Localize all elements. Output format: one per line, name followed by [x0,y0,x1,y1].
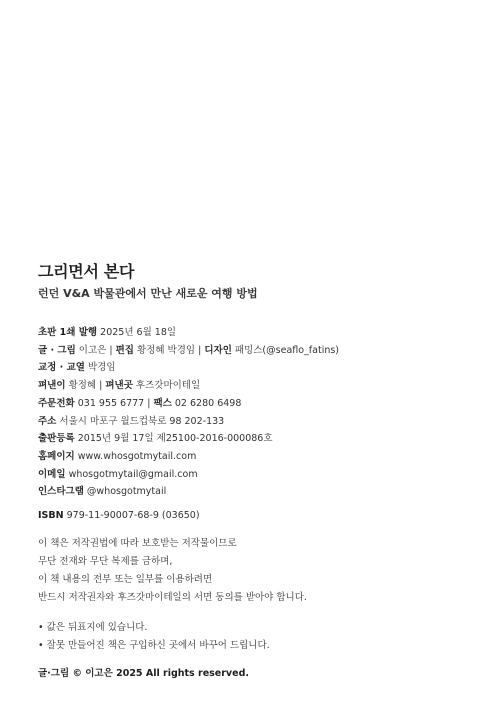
notice-line: 이 책은 저작권법에 따라 보호받는 저작물이므로 [38,537,237,549]
contact-row [38,395,478,413]
editor-label: 편집 [115,344,134,356]
separator: | [198,344,202,356]
address-value: 서울시 마포구 월드컵북로 98 202-133 [59,415,225,427]
proofread-value: 박경임 [87,362,116,374]
order-phone-value: 031 955 6777 [77,397,145,409]
author-label: 글 · 그림 [38,344,76,356]
email-value: whosgotmytail@gmail.com [68,468,198,480]
separator: | [99,380,103,392]
registration-value: 2015년 9월 17일 제25100-2016-000086호 [77,433,273,445]
editor-value: 황정혜 박경임 [136,344,196,356]
book-subtitle: 런던 V&A 박물관에서 만난 새로운 여행 방법 [38,287,258,300]
homepage-label: 홈페이지 [38,450,75,462]
publisher-value: 황정혜 [68,380,97,392]
designer-label: 디자인 [204,344,232,356]
instagram-label: 인스타그램 [38,486,84,498]
fax-label: 팩스 [153,397,172,409]
homepage-row [38,448,478,466]
notice-line: 반드시 저작권자와 후즈갓마이테일의 서면 동의를 받아야 합니다. [38,591,307,603]
isbn-label: ISBN [38,510,64,522]
publishing-house-label: 펴낸곳 [105,380,133,392]
proofread-row [38,359,478,377]
exchange-note: • 잘못 만들어진 책은 구입하신 곳에서 바꾸어 드립니다. [38,640,270,652]
instagram-value: @whosgotmytail [86,486,167,498]
separator: | [147,397,151,409]
credits-list [38,324,478,525]
address-row [38,413,478,431]
registration-row [38,430,478,448]
isbn-value: 979-11-90007-68-9 (03650) [66,510,200,522]
copyright-notice [38,535,478,607]
fax-value: 02 6280 6498 [174,397,242,409]
homepage-value: www.whosgotmytail.com [77,450,197,462]
isbn-row [38,507,478,525]
first-edition-value: 2025년 6월 18일 [100,327,177,338]
publisher-row [38,377,478,395]
bullet-notes [38,619,478,656]
order-phone-label: 주문전화 [38,397,75,409]
publishing-house-value: 후즈갓마이테일 [135,380,201,392]
staff-row [38,342,478,360]
proofread-label: 교정 · 교열 [38,362,85,374]
price-note: • 값은 뒤표지에 있습니다. [38,621,148,633]
registration-label: 출판등록 [38,433,75,445]
email-label: 이메일 [38,468,66,480]
publisher-label: 펴낸이 [38,380,66,392]
author-value: 이고은 [78,344,107,356]
first-edition-row [38,324,478,342]
address-label: 주소 [38,415,57,427]
copyright-line: 글·그림 © 이고은 2025 All rights reserved. [38,667,249,679]
email-row [38,466,478,484]
colophon-block [38,262,478,682]
notice-line: 이 책 내용의 전부 또는 일부를 이용하려면 [38,573,213,585]
instagram-row [38,483,478,501]
first-edition-label: 초판 1쇄 발행 [38,327,98,338]
notice-line: 무단 전재와 무단 복제를 금하며, [38,555,173,567]
designer-value: 패밍스(@seaflo_fatins) [234,344,340,356]
separator: | [109,344,113,356]
book-title: 그리면서 본다 [38,262,135,281]
